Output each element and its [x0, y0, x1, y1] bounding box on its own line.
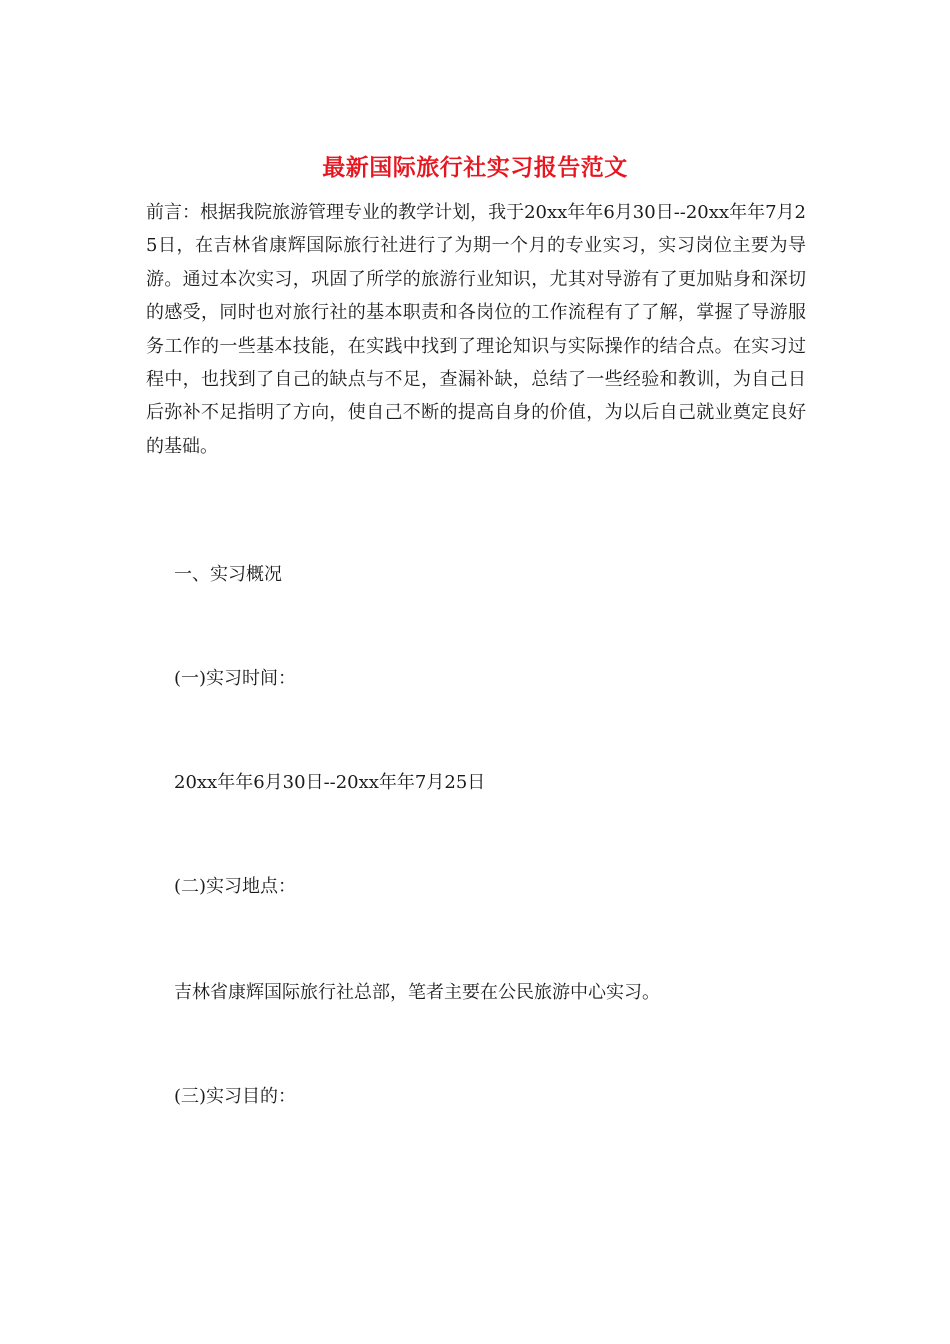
subheading-internship-time: (一)实习时间： [174, 668, 297, 689]
section-heading-overview: 一、实习概况 [174, 564, 282, 585]
internship-time-text: 20xx年年6月30日--20xx年年7月25日 [174, 772, 486, 793]
document-title: 最新国际旅行社实习报告范文 [322, 154, 628, 181]
subheading-internship-location: (二)实习地点： [174, 876, 297, 897]
internship-location-text: 吉林省康辉国际旅行社总部，笔者主要在公民旅游中心实习。 [174, 982, 660, 1003]
preface-paragraph: 前言：根据我院旅游管理专业的教学计划，我于20xx年年6月30日--20xx年年7月25日，在吉林省康辉国际旅行社进行了为期一个月的专业实习，实习岗位主要为导游。通过本次实习，巩固了所学的旅游行业知识，尤其对导游有了更加贴身和深切的感受，同时也对旅行社的基本职责和各岗位的工作流程有了了解，掌握了导游服务工作的一些基本技能，在实践中找到了理论知识与实际操作的结合点。在实习过程中，也找到了自己的缺点与不足，查漏补缺，总结了一些经验和教训，为自己日后弥补不足指明了方向，使自己不断的提高自身的价值，为以后自己就业奠定良好的基础。 [146, 202, 806, 457]
subheading-internship-purpose: (三)实习目的： [174, 1086, 297, 1107]
